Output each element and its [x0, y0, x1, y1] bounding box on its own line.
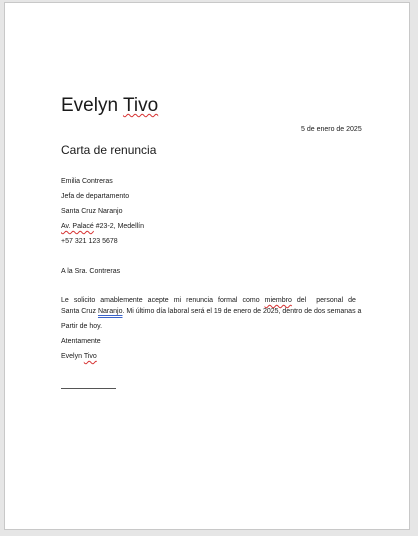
- body-word: del: [296, 297, 307, 304]
- author-last-name: Tivo: [122, 95, 159, 116]
- body-text: Santa Cruz: [61, 308, 98, 315]
- signature-last-name: Tivo: [83, 353, 97, 360]
- body-word: Le: [61, 297, 69, 304]
- recipient-company: Santa Cruz Naranjo: [61, 208, 123, 215]
- body-text: . Mi último día laboral será el 19 de enero de 2025, dentro de dos semanas a: [122, 308, 362, 315]
- recipient-phone: +57 321 123 5678: [61, 238, 118, 245]
- author-name: [61, 95, 158, 117]
- signature-name: [61, 353, 97, 360]
- body-word: amablemente: [100, 297, 143, 304]
- salutation: A la Sra. Contreras: [61, 268, 121, 275]
- body-word: mi: [173, 297, 182, 304]
- body-line-1: [61, 297, 356, 304]
- signature-line: [61, 388, 116, 389]
- body-word: acepte: [147, 297, 169, 304]
- recipient-name: Emilia Contreras: [61, 178, 113, 185]
- author-first-name: Evelyn: [61, 95, 119, 116]
- body-line-3: Partir de hoy.: [61, 323, 103, 330]
- body-line-2: [61, 308, 362, 315]
- body-word-misspelled: miembro: [264, 297, 292, 304]
- body-word: de: [348, 297, 356, 304]
- document-page: [4, 2, 410, 530]
- letter-date: 5 de enero de 2025: [301, 126, 362, 133]
- address-street: Av. Palacé: [61, 223, 94, 230]
- recipient-title: Jefa de departamento: [61, 193, 130, 200]
- body-word: solicito: [73, 297, 96, 304]
- address-rest: #23-2, Medellín: [93, 223, 145, 230]
- body-word: renuncia: [186, 297, 213, 304]
- body-word: personal: [316, 297, 344, 304]
- body-word: formal: [218, 297, 238, 304]
- signature-first-name: Evelyn: [61, 353, 83, 360]
- body-word-flagged: Naranjo: [97, 308, 123, 315]
- closing: Atentamente: [61, 338, 101, 345]
- letter-subject: Carta de renuncia: [61, 143, 157, 157]
- recipient-address: [61, 223, 144, 230]
- body-word: como: [242, 297, 260, 304]
